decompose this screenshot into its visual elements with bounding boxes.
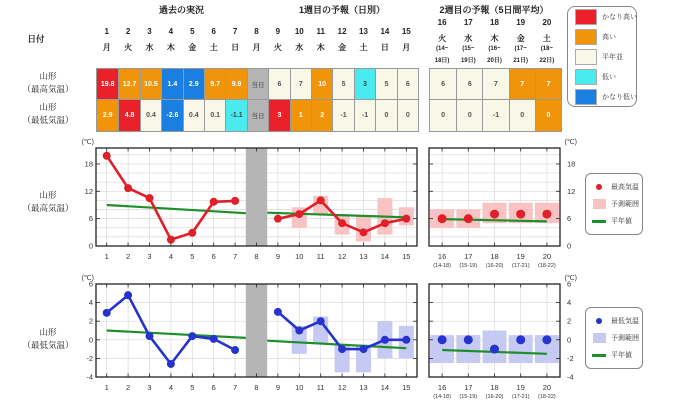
date-period-line1: (17~ xyxy=(514,46,527,52)
x-axis-label: 8 xyxy=(254,252,259,261)
legend-color-swatch xyxy=(575,49,597,65)
row-label-line: （最低気温） xyxy=(22,115,74,125)
temperature-cell: 1 xyxy=(290,100,311,131)
temperature-cell: 0 xyxy=(430,100,456,131)
x-axis-period-label: (17-21) xyxy=(511,394,530,400)
min-chart-legend xyxy=(585,307,643,369)
x-axis-period-label: (17-21) xyxy=(511,263,530,269)
date-weekday: 土 xyxy=(209,43,218,52)
x-axis-label: 15 xyxy=(402,383,411,392)
legend-entry-label: 平年値 xyxy=(611,352,632,359)
date-period-line2: 20日) xyxy=(487,58,502,64)
temperature-cell: 0 xyxy=(456,100,482,131)
row-label-line: （最高気温） xyxy=(22,203,74,213)
legend-entry-label: かなり高い xyxy=(602,13,637,21)
y-axis-label: 4 xyxy=(88,298,93,308)
x-axis-period-label: (18-22) xyxy=(538,263,556,269)
x-axis-period-label: (16-20) xyxy=(485,263,504,269)
date-weekday: 火 xyxy=(124,43,133,52)
y-axis-label: -2 xyxy=(86,353,93,363)
temperature-cell: 7 xyxy=(535,69,561,100)
date-number: 17 xyxy=(463,18,473,27)
temperature-cell: 3 xyxy=(268,100,289,131)
data-point xyxy=(231,197,239,205)
y-axis-label: 2 xyxy=(88,316,93,326)
x-axis-label: 1 xyxy=(104,252,109,261)
date-number: 19 xyxy=(516,18,526,27)
section-title-past-observations: 過去の実況 xyxy=(158,5,204,15)
temperature-cell: 7 xyxy=(290,69,311,100)
date-weekday: 火 xyxy=(273,43,282,52)
data-point xyxy=(381,219,389,227)
x-axis-label: 12 xyxy=(337,383,347,392)
date-weekday: 木 xyxy=(490,34,499,43)
legend-entry xyxy=(575,69,636,85)
y-axis-label: 6 xyxy=(88,279,93,289)
temperature-cell: 当日 xyxy=(247,100,268,131)
y-axis-label-right: 0 xyxy=(567,241,572,251)
x-axis-label: 19 xyxy=(516,383,525,392)
x-axis-label: 9 xyxy=(275,252,280,261)
data-point xyxy=(188,229,196,237)
temperature-cell: 10 xyxy=(311,69,332,100)
data-point xyxy=(295,210,303,218)
date-weekday: 月 xyxy=(252,43,261,52)
temperature-cell: 5 xyxy=(332,69,353,100)
date-weekday: 金 xyxy=(516,34,525,43)
x-axis-label: 13 xyxy=(359,252,368,261)
date-number: 16 xyxy=(437,18,447,27)
x-axis-label: 14 xyxy=(380,383,390,392)
temperature-cell: 6 xyxy=(430,69,456,100)
legend-entry-label: 平年並 xyxy=(602,53,623,61)
date-weekday: 金 xyxy=(188,43,197,52)
row-label-line: 山形 xyxy=(39,190,57,200)
data-point xyxy=(542,210,551,219)
data-point xyxy=(210,335,218,343)
legend-entry-label: 平年値 xyxy=(611,218,632,225)
line-swatch xyxy=(592,354,606,357)
x-axis-label: 2 xyxy=(126,383,131,392)
temperature-cell: 1.4 xyxy=(161,69,182,100)
data-point xyxy=(402,336,410,344)
data-point xyxy=(167,360,175,368)
section-title-week2-forecast: 2週目の予報（5日間平均） xyxy=(439,5,549,15)
today-band xyxy=(246,284,267,377)
temperature-table-days16-20 xyxy=(429,68,562,132)
date-number: 20 xyxy=(542,18,552,27)
date-period-line1: (14~ xyxy=(436,46,449,52)
x-axis-label: 18 xyxy=(490,383,499,392)
temperature-cell: 6 xyxy=(397,69,418,100)
x-axis-period-label: (15-19) xyxy=(459,394,478,400)
temperature-cell: 2 xyxy=(311,100,332,131)
category-legend xyxy=(567,6,637,107)
legend-entry xyxy=(592,315,642,327)
temperature-cell: 2.9 xyxy=(97,100,118,131)
temperature-cell: 6 xyxy=(456,69,482,100)
temperature-cell: -1 xyxy=(482,100,508,131)
data-point xyxy=(274,215,282,223)
x-axis-label: 13 xyxy=(359,383,368,392)
x-axis-label: 5 xyxy=(190,383,195,392)
temperature-cell: 7 xyxy=(509,69,535,100)
y-axis-unit-right: (℃) xyxy=(564,139,577,146)
y-axis-unit: (℃) xyxy=(81,139,94,146)
legend-entry xyxy=(592,215,642,227)
temperature-cell: 6 xyxy=(268,69,289,100)
row-label-line: 山形 xyxy=(39,327,57,337)
temperature-cell: 0 xyxy=(509,100,535,131)
date-weekday: 土 xyxy=(542,34,551,43)
row-label-line: （最低気温） xyxy=(22,340,74,350)
range-swatch xyxy=(593,333,606,343)
legend-entry xyxy=(575,9,636,25)
data-point xyxy=(231,346,239,354)
date-weekday: 金 xyxy=(338,43,347,52)
range-marker xyxy=(592,333,606,343)
dot-icon xyxy=(596,184,602,190)
date-number: 3 xyxy=(147,27,152,36)
x-axis-label: 4 xyxy=(168,252,173,261)
legend-entry xyxy=(575,29,636,45)
temperature-cell: 0 xyxy=(535,100,561,131)
date-period-line2: 22日) xyxy=(539,58,555,64)
row-label-line: 山形 xyxy=(39,71,57,81)
x-axis-label: 20 xyxy=(542,252,552,261)
date-weekday: 水 xyxy=(464,34,473,43)
temperature-cell: 当日 xyxy=(247,69,268,100)
x-axis-label: 3 xyxy=(147,383,152,392)
date-period-line1: (18~ xyxy=(540,46,553,52)
date-weekday: 月 xyxy=(402,43,411,52)
date-number: 10 xyxy=(294,27,304,36)
y-axis-label-right: 18 xyxy=(567,159,576,169)
temperature-cell: 0.4 xyxy=(140,100,161,131)
date-period-line2: 19日) xyxy=(460,58,476,64)
date-weekday: 水 xyxy=(145,43,154,52)
data-point xyxy=(274,308,282,316)
normal-marker xyxy=(592,354,606,357)
x-axis-label: 16 xyxy=(437,383,447,392)
x-axis-label: 18 xyxy=(490,252,499,261)
table-row-label-max-temp xyxy=(6,70,90,96)
x-axis-period-label: (18-22) xyxy=(538,394,556,400)
temperature-cell: 10.5 xyxy=(140,69,161,100)
date-period-line1: (16~ xyxy=(488,46,501,52)
legend-entry xyxy=(592,198,642,210)
x-axis-period-label: (14-18) xyxy=(433,394,451,400)
section-title-week1-forecast: 1週目の予報（日別） xyxy=(298,5,385,15)
date-number: 2 xyxy=(125,27,131,36)
data-point xyxy=(295,327,303,335)
legend-entry-label: 高い xyxy=(602,33,616,41)
y-axis-label: 6 xyxy=(88,214,93,224)
line-swatch xyxy=(592,220,606,223)
date-number: 4 xyxy=(168,27,174,36)
data-point xyxy=(516,335,525,344)
x-axis-label: 3 xyxy=(147,252,152,261)
date-number: 11 xyxy=(316,27,325,36)
x-axis-label: 17 xyxy=(464,252,473,261)
x-axis-label: 14 xyxy=(380,252,390,261)
range-swatch xyxy=(593,199,606,209)
x-axis-label: 5 xyxy=(190,252,195,261)
data-point xyxy=(317,317,325,325)
date-weekday: 日 xyxy=(231,43,240,52)
range-marker xyxy=(592,199,606,209)
date-weekday: 木 xyxy=(166,43,175,52)
x-axis-label: 7 xyxy=(233,252,238,261)
y-axis-label-right: 12 xyxy=(567,186,576,196)
legend-color-swatch xyxy=(575,9,597,25)
table-row-label-min-temp xyxy=(6,101,90,127)
date-period-line1: (15~ xyxy=(462,46,475,52)
date-period-line2: 21日) xyxy=(513,58,529,64)
x-axis-label: 8 xyxy=(254,383,259,392)
date-number: 12 xyxy=(337,27,347,36)
temperature-cell: 0 xyxy=(397,100,418,131)
temperature-cell: -1 xyxy=(332,100,353,131)
x-axis-period-label: (14-18) xyxy=(433,263,451,269)
date-weekday: 火 xyxy=(438,34,447,43)
y-axis-unit: (℃) xyxy=(81,275,94,282)
temperature-cell: 12.7 xyxy=(118,69,139,100)
temperature-cell: 0.1 xyxy=(204,100,225,131)
x-axis-label: 12 xyxy=(337,252,347,261)
date-number: 8 xyxy=(254,27,259,36)
date-number: 5 xyxy=(190,27,195,36)
max-temp-chart xyxy=(0,138,680,272)
date-number: 9 xyxy=(275,27,281,36)
data-point xyxy=(464,214,473,223)
point-marker xyxy=(592,318,606,324)
x-axis-label: 6 xyxy=(211,383,216,392)
legend-entry xyxy=(575,49,636,65)
date-number: 18 xyxy=(490,18,499,27)
today-band xyxy=(246,148,267,246)
date-period-line2: 18日) xyxy=(434,58,450,64)
data-point xyxy=(317,196,325,204)
y-axis-label: 0 xyxy=(88,241,93,251)
x-axis-label: 2 xyxy=(126,252,131,261)
legend-entry xyxy=(592,332,642,344)
legend-color-swatch xyxy=(575,69,597,85)
data-point xyxy=(167,236,175,244)
date-weekday: 月 xyxy=(102,43,111,52)
y-axis-label: 0 xyxy=(88,335,93,345)
temperature-cell: 5 xyxy=(375,69,396,100)
temperature-cell: 0 xyxy=(375,100,396,131)
y-axis-label-right: -2 xyxy=(567,353,574,363)
data-point xyxy=(490,345,499,354)
min-temp-chart xyxy=(0,270,680,402)
data-point xyxy=(210,198,218,206)
dot-icon xyxy=(596,318,602,324)
y-axis-label: -4 xyxy=(86,372,93,382)
legend-entry-label: かなり低い xyxy=(602,93,637,101)
legend-entry-label: 最低気温 xyxy=(611,318,639,325)
x-axis-label: 7 xyxy=(233,383,238,392)
data-point xyxy=(188,332,196,340)
x-axis-label: 1 xyxy=(104,383,109,392)
legend-entry xyxy=(575,89,636,105)
x-axis-period-label: (16-20) xyxy=(485,394,504,400)
data-point xyxy=(438,335,447,344)
data-point xyxy=(146,194,154,202)
legend-entry-label: 予測範囲 xyxy=(611,201,639,208)
temperature-table-days1-15 xyxy=(96,68,419,132)
legend-entry-label: 予測範囲 xyxy=(611,335,639,342)
legend-entry xyxy=(592,349,642,361)
date-number: 7 xyxy=(232,27,238,36)
y-axis-label-right: 6 xyxy=(567,279,572,289)
y-axis-label-right: 4 xyxy=(567,298,572,308)
max-chart-legend xyxy=(585,173,643,235)
data-point xyxy=(360,345,368,353)
x-axis-label: 10 xyxy=(295,383,304,392)
x-axis-label: 6 xyxy=(211,252,216,261)
x-axis-label: 10 xyxy=(295,252,304,261)
temperature-cell: -2.6 xyxy=(161,100,182,131)
temperature-cell: -1.1 xyxy=(225,100,246,131)
data-point xyxy=(516,210,525,219)
x-axis-label: 17 xyxy=(464,383,473,392)
temperature-cell: 19.8 xyxy=(97,69,118,100)
x-axis-label: 4 xyxy=(168,383,173,392)
y-axis-label: 12 xyxy=(84,186,93,196)
data-point xyxy=(360,228,368,236)
data-point xyxy=(124,291,132,299)
date-number: 15 xyxy=(401,27,411,36)
legend-color-swatch xyxy=(575,29,597,45)
legend-entry-label: 低い xyxy=(602,73,616,81)
x-axis-label: 11 xyxy=(316,252,325,261)
data-point xyxy=(103,152,111,160)
point-marker xyxy=(592,184,606,190)
x-axis-label: 15 xyxy=(402,252,411,261)
date-weekday: 土 xyxy=(359,43,368,52)
data-point xyxy=(338,219,346,227)
legend-entry xyxy=(592,181,642,193)
temperature-cell: -1 xyxy=(354,100,375,131)
temperature-cell: 0.4 xyxy=(183,100,204,131)
data-point xyxy=(402,215,410,223)
temperature-cell: 7 xyxy=(482,69,508,100)
y-axis-label-right: -4 xyxy=(567,372,574,382)
date-weekday: 木 xyxy=(316,43,325,52)
x-axis-period-label: (15-19) xyxy=(459,263,478,269)
x-axis-label: 11 xyxy=(316,383,325,392)
date-number: 1 xyxy=(104,27,109,36)
temperature-cell: 4.8 xyxy=(118,100,139,131)
data-point xyxy=(542,335,551,344)
data-point xyxy=(490,210,499,219)
x-axis-label: 9 xyxy=(275,383,280,392)
temperature-cell: 3 xyxy=(354,69,375,100)
y-axis-label: 18 xyxy=(84,159,93,169)
data-point xyxy=(146,332,154,340)
y-axis-unit-right: (℃) xyxy=(564,275,577,282)
data-point xyxy=(464,335,473,344)
data-point xyxy=(338,345,346,353)
x-axis-label: 20 xyxy=(542,383,552,392)
date-number: 14 xyxy=(380,27,390,36)
row-label-line: （最高気温） xyxy=(22,84,74,94)
date-weekday: 日 xyxy=(380,43,389,52)
date-number: 6 xyxy=(211,27,216,36)
temperature-cell: 9.7 xyxy=(204,69,225,100)
x-axis-label: 16 xyxy=(437,252,447,261)
date-weekday: 水 xyxy=(295,43,304,52)
y-axis-label-right: 2 xyxy=(567,316,572,326)
date-number: 13 xyxy=(359,27,368,36)
temperature-cell: 9.9 xyxy=(225,69,246,100)
temperature-cell: 2.9 xyxy=(183,69,204,100)
y-axis-label-right: 6 xyxy=(567,214,572,224)
date-row-label: 日付 xyxy=(27,34,45,44)
legend-color-swatch xyxy=(575,89,597,105)
data-point xyxy=(124,184,132,192)
y-axis-label-right: 0 xyxy=(567,335,572,345)
data-point xyxy=(438,214,447,223)
data-point xyxy=(381,336,389,344)
row-label-line: 山形 xyxy=(39,102,57,112)
legend-entry-label: 最高気温 xyxy=(611,184,639,191)
normal-marker xyxy=(592,220,606,223)
x-axis-label: 19 xyxy=(516,252,525,261)
data-point xyxy=(103,309,111,317)
